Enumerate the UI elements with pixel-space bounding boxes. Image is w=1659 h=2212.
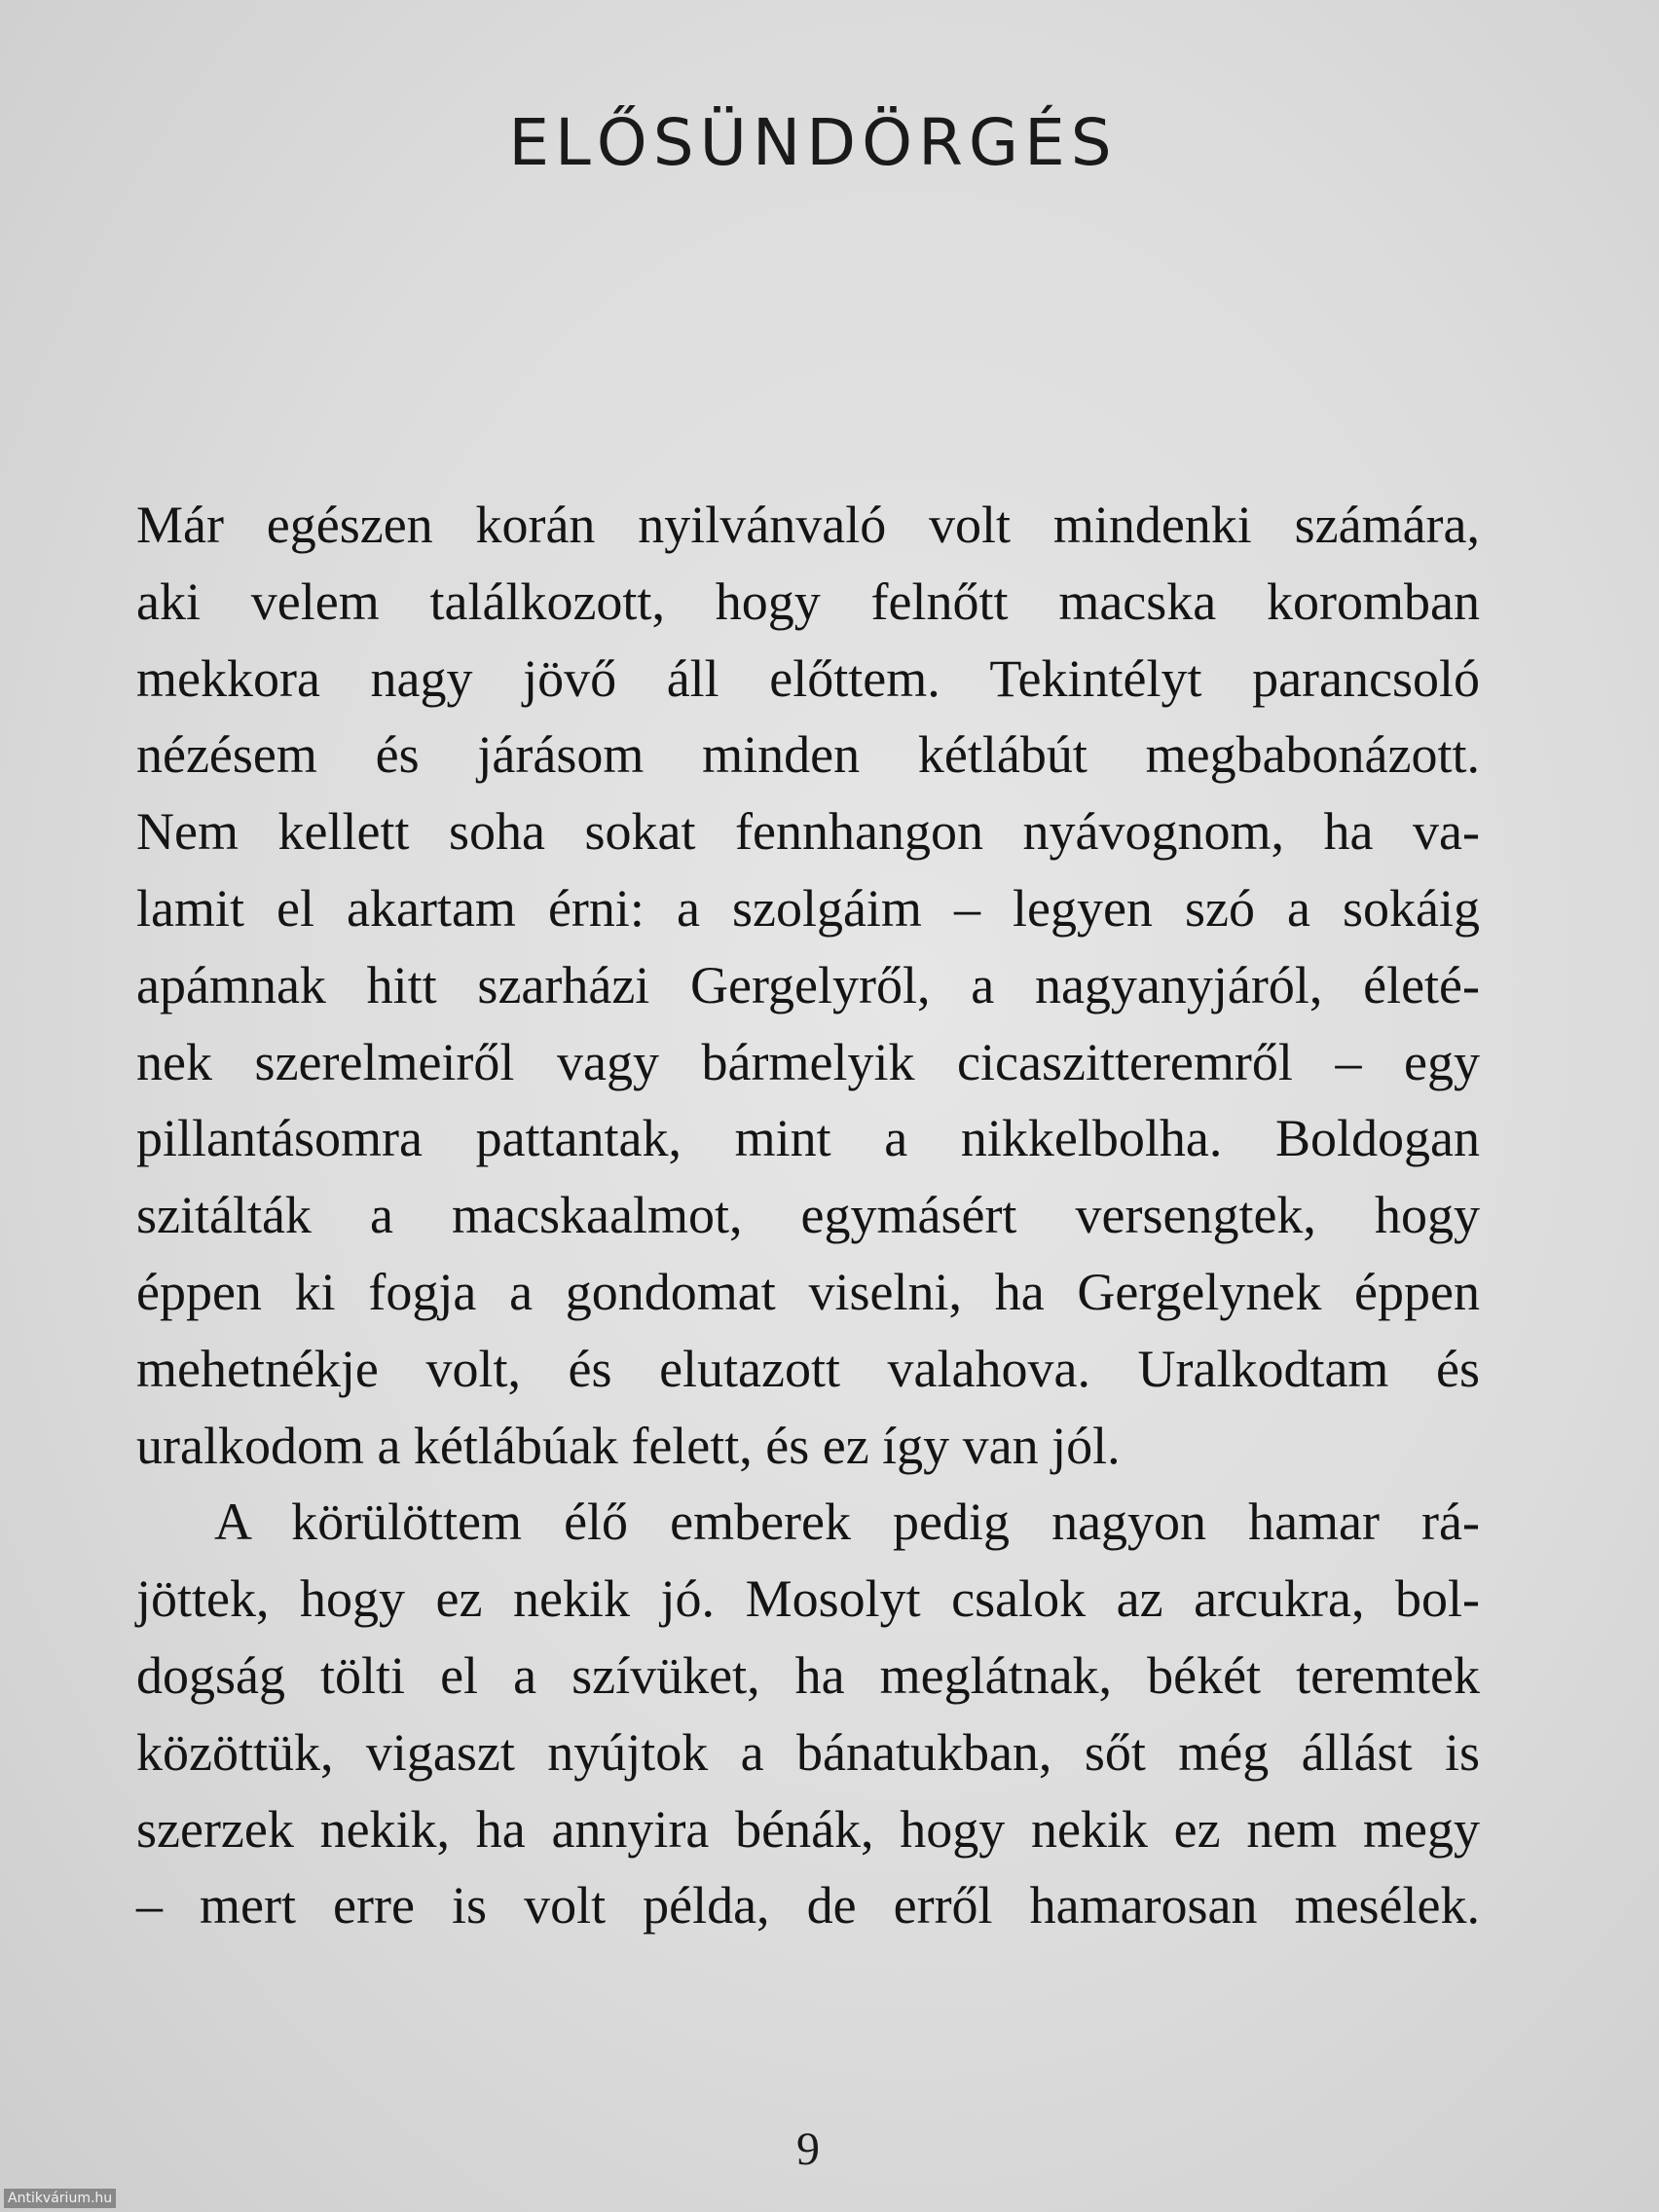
body-text — [136, 487, 1480, 1944]
chapter-title: ELŐSÜNDÖRGÉS — [508, 105, 1118, 180]
text-line: aki velem találkozott, hogy felnőtt macska koromban — [136, 571, 1480, 631]
text-line: lamit el akartam érni: a szolgáim – legyen szó a sokáig — [136, 878, 1480, 938]
text-line: szerzek nekik, ha annyira bénák, hogy nekik ez nem megy — [136, 1799, 1480, 1859]
text-line: A körülöttem élő emberek pedig nagyon hamar rá- — [214, 1493, 1480, 1552]
text-line: mekkora nagy jövő áll előttem. Tekintélyt parancsoló — [136, 648, 1480, 708]
text-line: jöttek, hogy ez nekik jó. Mosolyt csalok az arcukra, bol- — [136, 1569, 1480, 1629]
text-line: Már egészen korán nyilvánvaló volt mindenki számára, — [136, 496, 1480, 554]
text-line: szitálták a macskaalmot, egymásért versengtek, hogy — [136, 1186, 1480, 1245]
text-line: éppen ki fogja a gondomat viselni, ha Gergelynek éppen — [136, 1262, 1480, 1321]
text-line: dogság tölti el a szívüket, ha meglátnak, békét teremtek — [136, 1645, 1480, 1705]
page-number: 9 — [796, 2123, 820, 2175]
text-line: nek szerelmeiről vagy bármelyik cicaszitteremről – egy — [136, 1032, 1480, 1091]
text-line: mehetnékje volt, és elutazott valahova. Uralkodtam és — [136, 1339, 1480, 1398]
text-line: nézésem és járásom minden kétlábút megbabonázott. — [136, 725, 1480, 785]
text-line: apámnak hitt szarházi Gergelyről, a nagyanyjáról, életé- — [136, 955, 1480, 1014]
text-line: pillantásomra pattantak, mint a nikkelbolha. Boldogan — [136, 1109, 1480, 1168]
text-line: uralkodom a kétlábúak felett, és ez így van jól. — [136, 1416, 1121, 1475]
watermark: Antikvárium.hu — [4, 2189, 116, 2208]
text-line: közöttük, vigaszt nyújtok a bánatukban, sőt még állást is — [136, 1722, 1480, 1782]
text-line: Nem kellett soha sokat fennhangon nyávognom, ha va- — [136, 802, 1480, 862]
text-line: – mert erre is volt példa, de erről hamarosan mesélek. — [136, 1876, 1480, 1936]
